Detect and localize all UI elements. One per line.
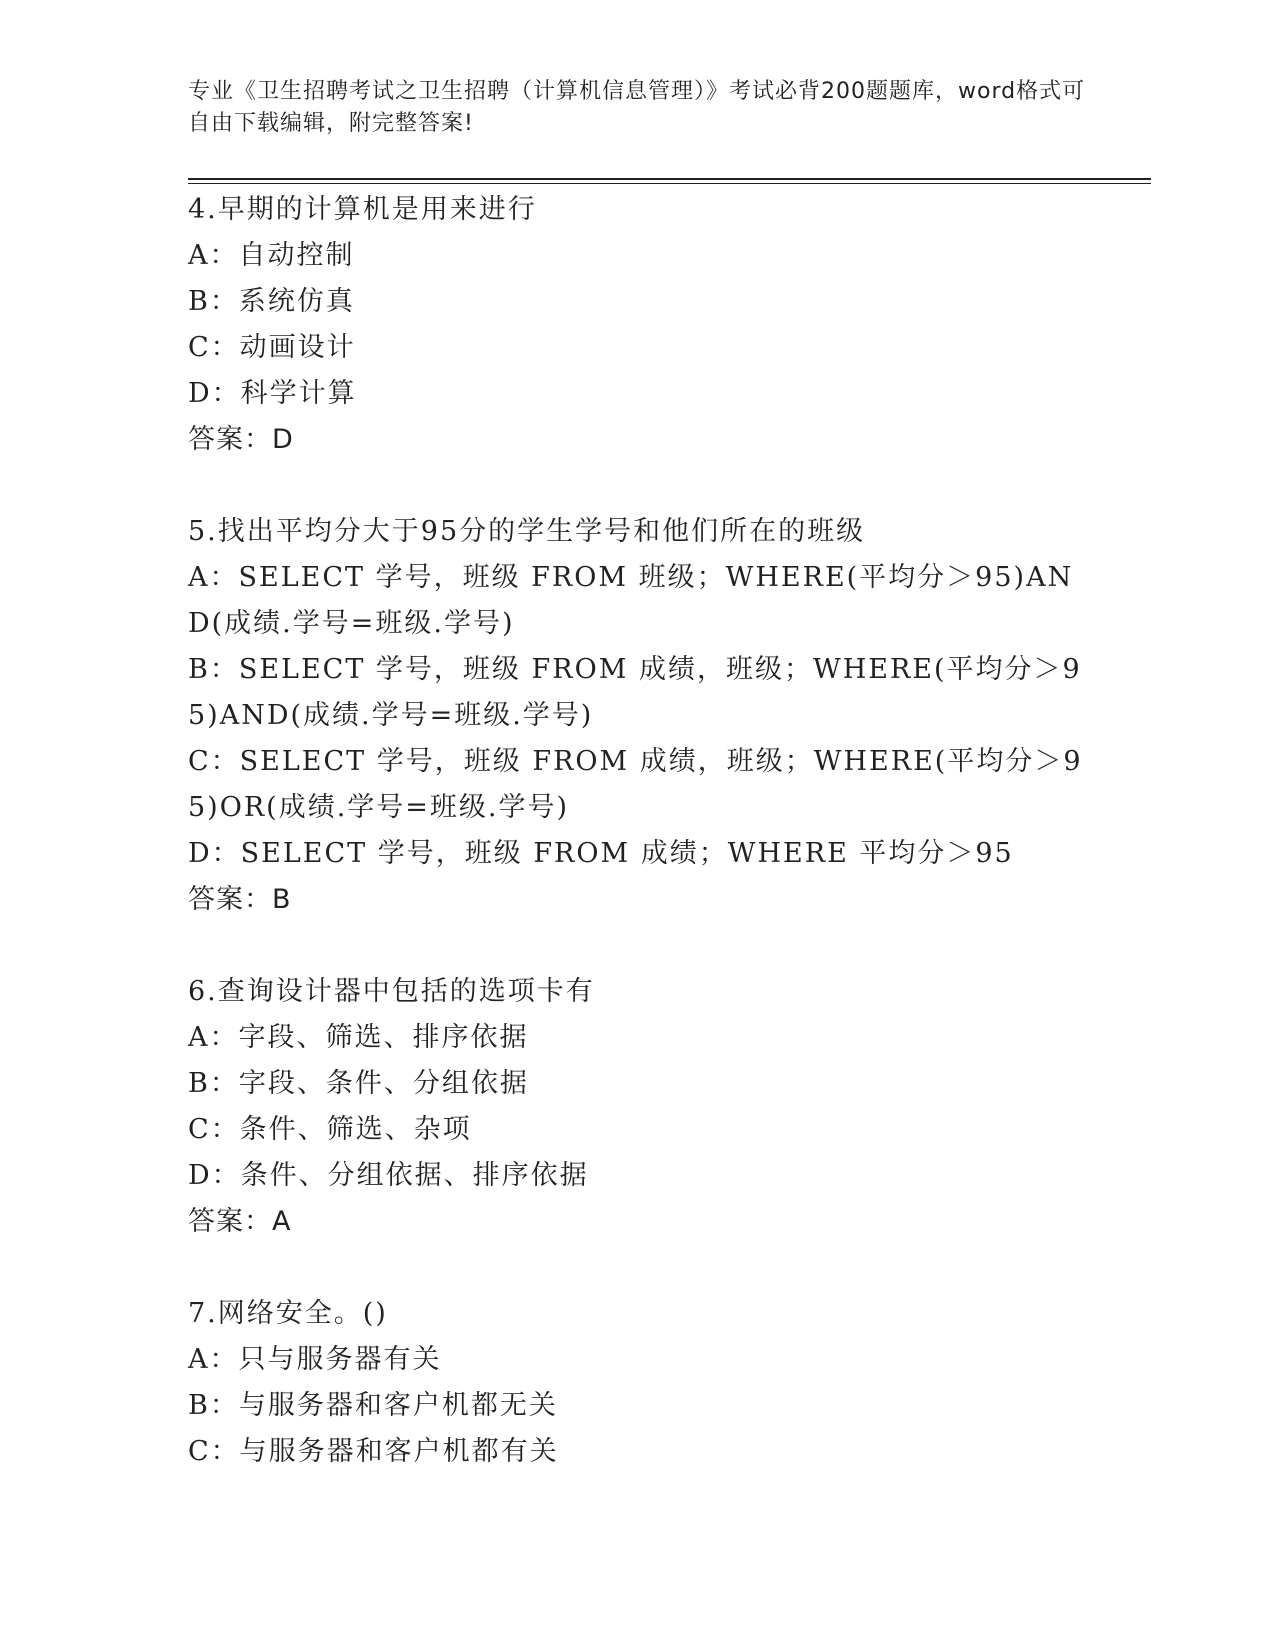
option-c: C：与服务器和客户机都有关: [188, 1436, 559, 1467]
question-6: [188, 969, 1088, 1245]
question-list: [188, 187, 1088, 1521]
option-c: C：条件、筛选、杂项: [188, 1114, 472, 1145]
document-header: 专业《卫生招聘考试之卫生招聘（计算机信息管理）》考试必背200题题库，word格式可自由下载编辑，附完整答案!: [188, 79, 1086, 136]
option-a: A：SELECT 学号，班级 FROM 班级；WHERE(平均分＞95)AND(成绩.学号=班级.学号): [188, 562, 1074, 639]
question-stem: 7.网络安全。(): [188, 1298, 388, 1329]
question-5: [188, 509, 1088, 923]
question-stem: 5.找出平均分大于95分的学生学号和他们所在的班级: [188, 516, 866, 547]
option-c: C：动画设计: [188, 332, 356, 363]
option-b: B：系统仿真: [188, 286, 355, 317]
option-a: A：只与服务器有关: [188, 1344, 442, 1375]
option-d: D：SELECT 学号，班级 FROM 成绩；WHERE 平均分＞95: [188, 838, 1014, 869]
header-rule-thick: [188, 178, 1151, 180]
header-rule-thin: [188, 183, 1151, 184]
option-c: C：SELECT 学号，班级 FROM 成绩，班级；WHERE(平均分＞95)OR(成绩.学号=班级.学号): [188, 746, 1083, 823]
option-b: B：与服务器和客户机都无关: [188, 1390, 558, 1421]
option-a: A：字段、筛选、排序依据: [188, 1022, 529, 1053]
option-a: A：自动控制: [188, 240, 355, 271]
option-b: B：字段、条件、分组依据: [188, 1068, 529, 1099]
question-stem: 4.早期的计算机是用来进行: [188, 194, 537, 225]
answer-label: 答案：D: [188, 424, 294, 455]
option-b: B：SELECT 学号，班级 FROM 成绩，班级；WHERE(平均分＞95)AND(成绩.学号=班级.学号): [188, 654, 1082, 731]
option-d: D：条件、分组依据、排序依据: [188, 1160, 589, 1191]
answer-label: 答案：B: [188, 884, 292, 915]
question-4: [188, 187, 1088, 463]
question-7: [188, 1291, 1088, 1475]
option-d: D：科学计算: [188, 378, 357, 409]
answer-label: 答案：A: [188, 1206, 292, 1237]
question-stem: 6.查询设计器中包括的选项卡有: [188, 976, 595, 1007]
